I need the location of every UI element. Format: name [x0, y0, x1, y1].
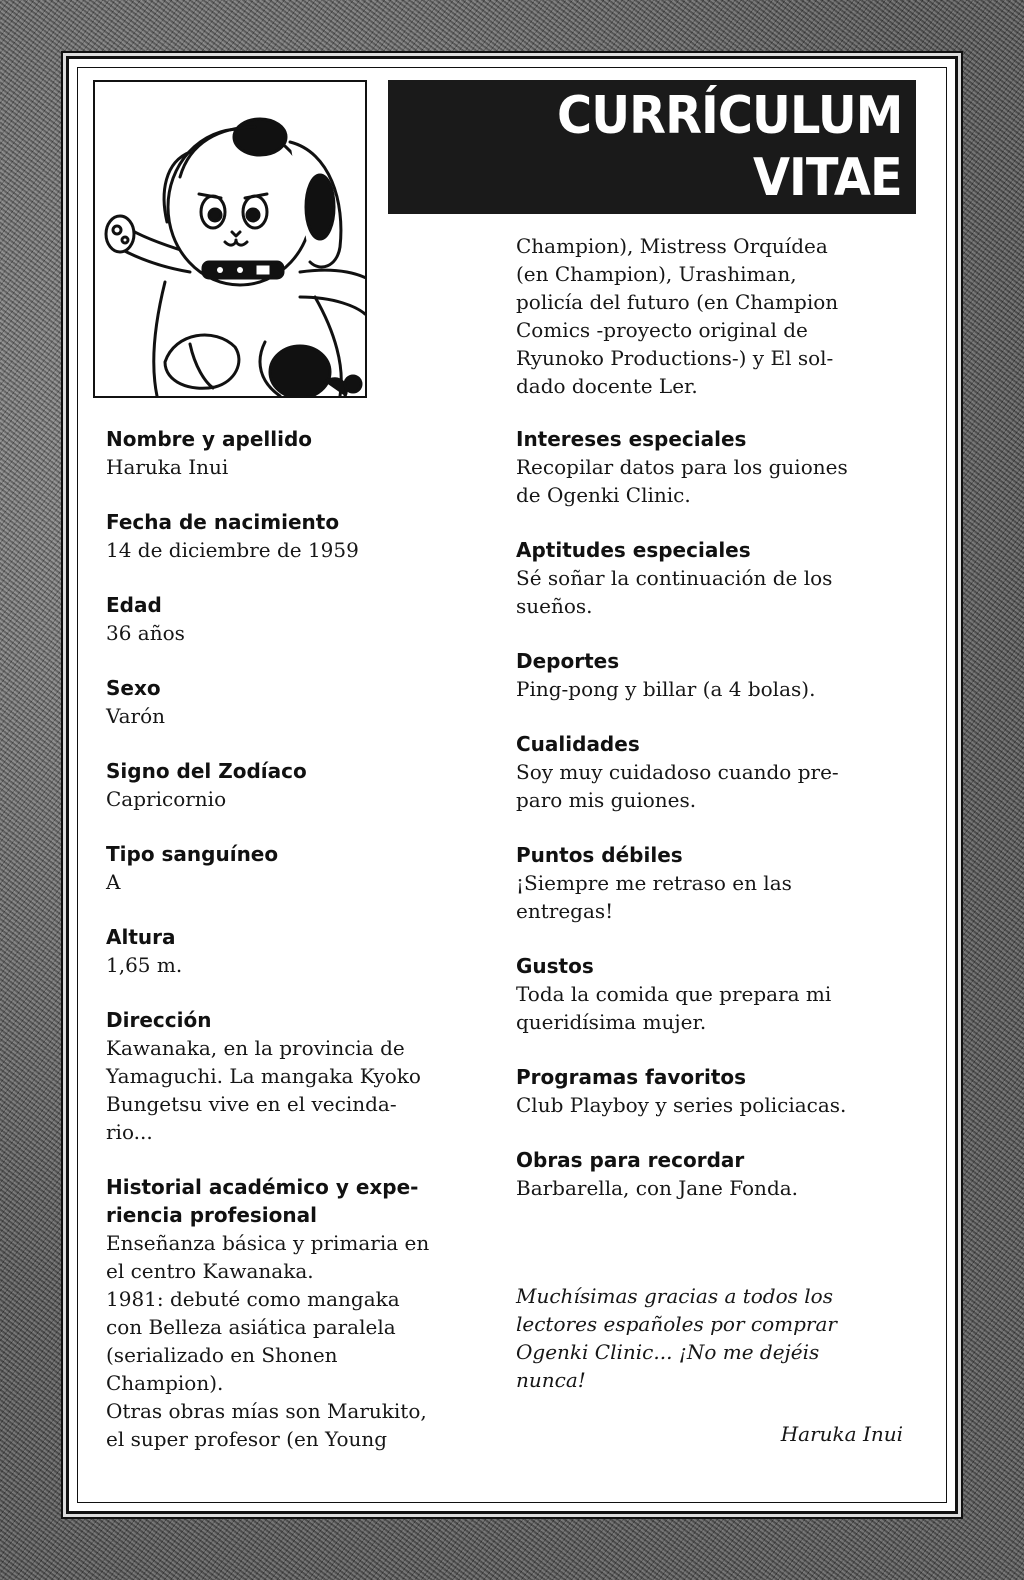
field-label: Signo del Zodíaco [106, 759, 307, 783]
field-value: 36 años [106, 621, 185, 645]
field-address [106, 1006, 501, 1146]
title-banner [388, 80, 916, 214]
field-name [106, 425, 501, 481]
field-value: Toda la comida que prepara mi queridísima mujer. [516, 982, 832, 1034]
career-continued-text: Champion), Mistress Orquídea (en Champion), Urashiman, policía del futuro (en Champion Comics -proyecto original de Ryunoko Productions-) y El sol- dado docente Ler. [516, 234, 839, 398]
field-label: Dirección [106, 1008, 212, 1032]
field-label: Edad [106, 593, 162, 617]
field-label: Nombre y apellido [106, 427, 313, 451]
field-favorite-shows [516, 1063, 911, 1119]
title-line-2: VITAE [753, 148, 902, 208]
field-value: Ping-pong y billar (a 4 bolas). [516, 677, 816, 701]
field-label: Aptitudes especiales [516, 538, 751, 562]
dog-eared-character-icon [95, 82, 365, 396]
field-label: Cualidades [516, 732, 640, 756]
field-value: A [106, 870, 121, 894]
field-label: Tipo sanguíneo [106, 842, 279, 866]
field-value: Enseñanza básica y primaria en el centro Kawanaka. 1981: debuté como mangaka con Belleza asiática paralela (serializado en Shonen Champion). Otras obras mías son Marukito, el super profesor (en Young [106, 1231, 430, 1451]
field-interests [516, 425, 911, 509]
field-sports [516, 647, 911, 703]
field-label: Fecha de nacimiento [106, 510, 340, 534]
field-likes [516, 952, 911, 1036]
field-label: Historial académico y expe- riencia profesional [106, 1175, 419, 1227]
field-memorable-works [516, 1146, 911, 1202]
author-signature: Haruka Inui [780, 1422, 903, 1446]
field-label: Programas favoritos [516, 1065, 747, 1089]
thanks-message: Muchísimas gracias a todos los lectores españoles por comprar Ogenki Clinic... ¡No me dejéis nunca! [516, 1284, 837, 1392]
left-column [106, 425, 501, 1480]
field-value: Haruka Inui [106, 455, 229, 479]
field-value: Recopilar datos para los guiones de Ogenki Clinic. [516, 455, 848, 507]
field-value: Soy muy cuidadoso cuando pre- paro mis guiones. [516, 760, 839, 812]
field-value: Barbarella, con Jane Fonda. [516, 1176, 799, 1200]
field-label: Obras para recordar [516, 1148, 745, 1172]
field-height [106, 923, 501, 979]
field-blood-type [106, 840, 501, 896]
field-skills [516, 536, 911, 620]
field-label: Sexo [106, 676, 161, 700]
field-age [106, 591, 501, 647]
field-value: 1,65 m. [106, 953, 183, 977]
field-label: Altura [106, 925, 176, 949]
field-value: Kawanaka, en la provincia de Yamaguchi. La mangaka Kyoko Bungetsu vive en el vecinda- rio... [106, 1036, 421, 1144]
field-value: Sé soñar la continuación de los sueños. [516, 566, 833, 618]
field-label: Deportes [516, 649, 620, 673]
author-portrait [93, 80, 367, 398]
title-line-1: CURRÍCULUM [556, 86, 902, 146]
field-qualities [516, 730, 911, 814]
field-value: Club Playboy y series policiacas. [516, 1093, 847, 1117]
field-value: ¡Siempre me retraso en las entregas! [516, 871, 792, 923]
right-column [516, 425, 911, 1229]
field-value: Varón [106, 704, 166, 728]
field-sex [106, 674, 501, 730]
field-weak-points [516, 841, 911, 925]
field-career [106, 1173, 501, 1453]
field-label: Intereses especiales [516, 427, 747, 451]
field-value: Capricornio [106, 787, 227, 811]
field-birthdate [106, 508, 501, 564]
field-zodiac [106, 757, 501, 813]
field-value: 14 de diciembre de 1959 [106, 538, 359, 562]
field-label: Puntos débiles [516, 843, 683, 867]
field-label: Gustos [516, 954, 594, 978]
